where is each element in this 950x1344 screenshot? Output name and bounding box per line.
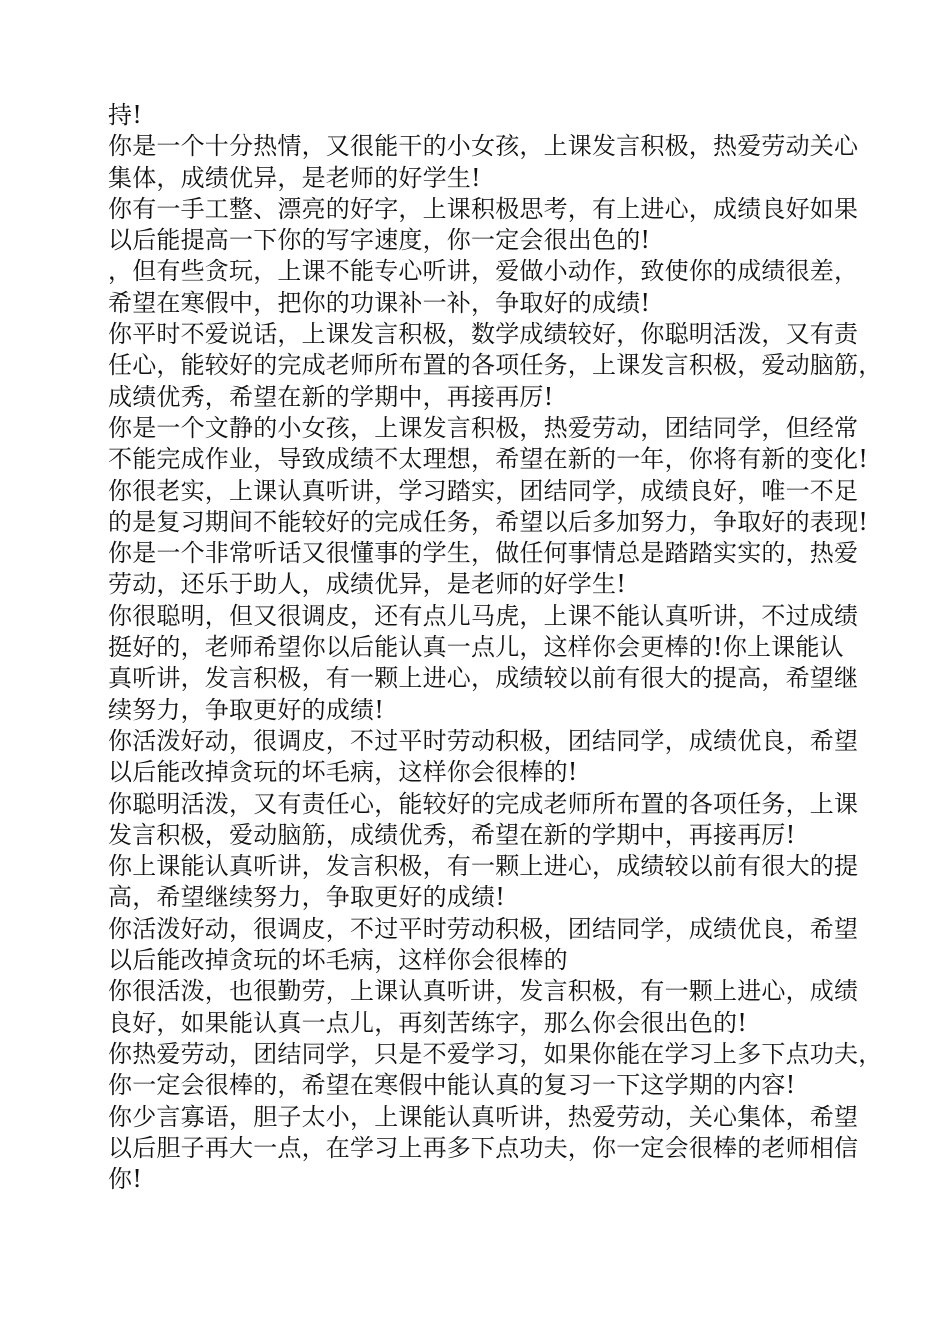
text-line: 以后能提高一下你的写字速度，你一定会很出色的! (108, 226, 651, 255)
text-line: 你平时不爱说话，上课发言积极，数学成绩较好，你聪明活泼，又有责 (108, 320, 859, 349)
text-line: 你有一手工整、漂亮的好字，上课积极思考，有上进心，成绩良好如果 (108, 194, 859, 223)
text-line: 集体，成绩优异，是老师的好学生! (108, 163, 481, 192)
text-line: 持! (108, 101, 143, 129)
text-line: 以后能改掉贪玩的坏毛病，这样你会很棒的 (108, 946, 568, 975)
text-line: 希望在寒假中，把你的功课补一补，争取好的成绩! (108, 288, 651, 317)
text-line: 你活泼好动，很调皮，不过平时劳动积极，团结同学，成绩优良，希望 (108, 726, 859, 755)
text-line: 真听讲，发言积极，有一颗上进心，成绩较以前有很大的提高，希望继 (108, 664, 859, 693)
text-line: 你很聪明，但又很调皮，还有点儿马虎，上课不能认真听讲，不过成绩 (108, 601, 859, 630)
text-line: 任心，能较好的完成老师所布置的各项任务，上课发言积极，爱动脑筋， (108, 351, 883, 380)
text-line: 你! (108, 1165, 143, 1194)
text-line: 你聪明活泼，又有责任心，能较好的完成老师所布置的各项任务，上课 (108, 789, 859, 818)
text-line: 发言积极，爱动脑筋，成绩优秀，希望在新的学期中，再接再厉! (108, 820, 796, 849)
text-line: 你是一个文静的小女孩，上课发言积极，热爱劳动，团结同学，但经常 (108, 413, 859, 442)
text-line: 成绩优秀，希望在新的学期中，再接再厉! (108, 382, 554, 411)
text-line: 你活泼好动，很调皮，不过平时劳动积极，团结同学，成绩优良，希望 (108, 914, 859, 943)
text-line: 你一定会很棒的，希望在寒假中能认真的复习一下这学期的内容! (108, 1071, 796, 1100)
text-line: 高，希望继续努力，争取更好的成绩! (108, 883, 506, 912)
text-line: 良好，如果能认真一点儿，再刻苦练字，那么你会很出色的! (108, 1008, 748, 1037)
text-line: 你很活泼，也很勤劳，上课认真听讲，发言积极，有一颗上进心，成绩 (108, 977, 859, 1006)
text-line: 挺好的，老师希望你以后能认真一点儿，这样你会更棒的!你上课能认 (108, 633, 844, 662)
text-line: 你很老实，上课认真听讲，学习踏实，团结同学，成绩良好，唯一不足 (108, 476, 859, 505)
text-line: 你上课能认真听讲，发言积极，有一颗上进心，成绩较以前有很大的提 (108, 852, 859, 881)
text-line: 不能完成作业，导致成绩不太理想，希望在新的一年，你将有新的变化! (108, 445, 869, 474)
text-line: 你热爱劳动，团结同学，只是不爱学习，如果你能在学习上多下点功夫， (108, 1039, 883, 1068)
text-line: 你是一个十分热情，又很能干的小女孩，上课发言积极，热爱劳动关心 (108, 132, 859, 161)
text-line: 劳动，还乐于助人，成绩优异，是老师的好学生! (108, 570, 627, 599)
text-line: 以后能改掉贪玩的坏毛病，这样你会很棒的! (108, 758, 578, 787)
text-line: 以后胆子再大一点，在学习上再多下点功夫，你一定会很棒的老师相信 (108, 1133, 859, 1162)
text-line: 你少言寡语，胆子太小，上课能认真听讲，热爱劳动，关心集体，希望 (108, 1102, 859, 1131)
text-line: 你是一个非常听话又很懂事的学生，做任何事情总是踏踏实实的，热爱 (108, 539, 859, 568)
text-line: 续努力，争取更好的成绩! (108, 695, 385, 724)
text-line: 的是复习期间不能较好的完成任务，希望以后多加努力，争取好的表现! (108, 507, 869, 536)
text-line: ，但有些贪玩，上课不能专心听讲，爱做小动作，致使你的成绩很差， (108, 257, 859, 286)
document-body (108, 100, 883, 1195)
